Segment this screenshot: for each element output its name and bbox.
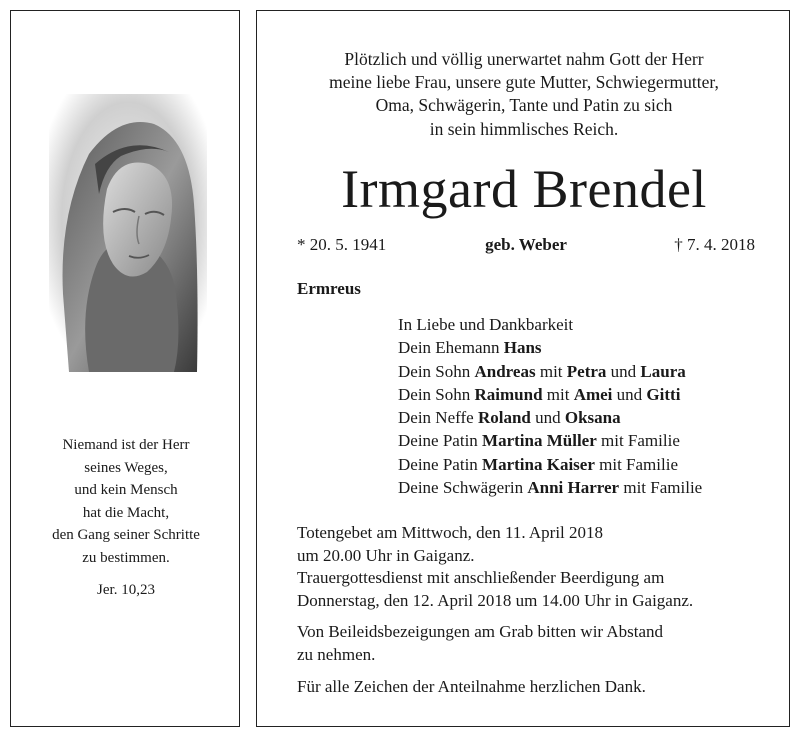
intro-line: Oma, Schwägerin, Tante und Patin zu sich — [375, 95, 673, 116]
quote-source: Jer. 10,23 — [97, 581, 155, 598]
notice-line: um 20.00 Uhr in Gaiganz. — [297, 545, 475, 565]
quote-line: zu bestimmen. — [82, 549, 170, 566]
thanks-notice: Für alle Zeichen der Anteilnahme herzlichen Dank. — [297, 677, 646, 696]
notice-line: zu nehmen. — [297, 644, 376, 664]
quote-line: Niemand ist der Herr — [62, 437, 190, 453]
death-date: † 7. 4. 2018 — [674, 235, 755, 254]
service-notice — [297, 522, 767, 612]
quote-line: und kein Mensch — [74, 482, 178, 499]
bible-quote — [11, 434, 241, 601]
mourner-line: Deine Schwägerin Anni Harrer mit Familie — [398, 478, 703, 498]
mourner-line: Dein Sohn Andreas mit Petra und Laura — [398, 361, 686, 381]
deceased-name: Irmgard Brendel — [341, 159, 707, 219]
mourner-line: Dein Ehemann Hans — [398, 338, 542, 358]
hometown: Ermreus — [297, 279, 361, 298]
birth-date: * 20. 5. 1941 — [297, 235, 387, 254]
intro-line: in sein himmlisches Reich. — [429, 118, 619, 139]
mourners-heading: In Liebe und Dankbarkeit — [398, 315, 574, 334]
condolence-notice — [297, 621, 767, 666]
intro-line: Plötzlich und völlig unerwartet nahm Gott der Herr — [344, 49, 704, 69]
notice-line: Trauergottesdienst mit anschließender Beerdigung am — [297, 568, 665, 588]
sidebar-panel — [10, 10, 240, 727]
quote-line: den Gang seiner Schritte — [52, 527, 200, 544]
main-panel — [256, 10, 790, 727]
mourner-line: Dein Neffe Roland und Oksana — [398, 408, 621, 428]
mourner-line: Deine Patin Martina Kaiser mit Familie — [398, 454, 678, 474]
maiden-name: geb. Weber — [485, 235, 567, 254]
quote-line: seines Weges, — [84, 459, 168, 476]
quote-line: hat die Macht, — [82, 504, 170, 521]
notice-line: Totengebet am Mittwoch, den 11. April 2018 — [297, 523, 604, 542]
mourner-line: Dein Sohn Raimund mit Amei und Gitti — [398, 384, 681, 404]
intro-line: meine liebe Frau, unsere gute Mutter, Schwiegermutter, — [329, 72, 719, 93]
notice-line: Donnerstag, den 12. April 2018 um 14.00 Uhr in Gaiganz. — [297, 590, 694, 610]
mourner-line: Deine Patin Martina Müller mit Familie — [398, 431, 680, 451]
intro-text — [257, 48, 791, 141]
mourners-list — [398, 313, 702, 499]
notice-line: Von Beileidsbezeigungen am Grab bitten wir Abstand — [297, 622, 664, 641]
madonna-portrait-image — [49, 94, 207, 372]
